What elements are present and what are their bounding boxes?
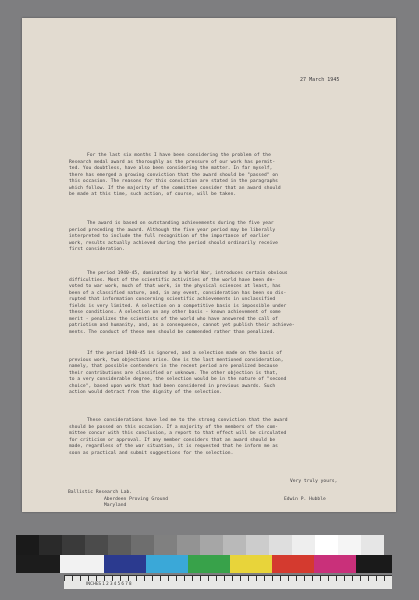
text-line: should be passed on this occasion. If a majority of the members of the com- [69, 424, 278, 430]
text-line: fields is very limited. A selection on a competitive basis is impossible under [69, 303, 287, 309]
gray-swatch [338, 535, 361, 555]
color-swatch [356, 555, 392, 573]
address-line: Maryland [104, 503, 127, 508]
text-line: For the last six months I have been considering the problem of the [87, 153, 271, 158]
ruler [64, 575, 392, 589]
paragraph-2 [69, 221, 361, 254]
color-swatch [230, 555, 272, 573]
paragraph-1 [69, 153, 361, 199]
gray-swatch [246, 535, 269, 555]
address-line: Aberdeen Proving Ground [104, 496, 169, 502]
text-line: for criticism or approval. If any member considers that an award should be [69, 437, 276, 443]
text-line: difficulties. Most of the scientific activities of the world have been de- [69, 277, 276, 283]
gray-swatch [131, 535, 154, 555]
text-line: which follow. If the majority of the committee consider that an award should [69, 185, 281, 191]
text-line: work, results actually achieved during the period should ordinarily receive [69, 240, 278, 246]
text-line: rupted that information concerning scientific achievements in unclassified [69, 297, 276, 302]
gray-swatch [177, 535, 200, 555]
text-line: be made at this time, such action, of course, will be taken. [69, 192, 237, 197]
color-strip [16, 555, 392, 573]
gray-swatch [108, 535, 131, 555]
gray-swatch [269, 535, 292, 555]
color-swatch [104, 555, 146, 573]
closing: Very truly yours, [290, 479, 338, 484]
text-line: there has emerged a growing conviction that the award should be "passed" on [69, 172, 278, 178]
text-line: previous work, two objections arise. One is the last mentioned consideration, [69, 357, 284, 363]
color-swatch [188, 555, 230, 573]
grayscale-strip [16, 535, 384, 555]
text-line: first consideration. [69, 247, 125, 252]
text-line: these conditions. A selection on any other basis - known achievement of some [69, 310, 281, 315]
gray-swatch [16, 535, 39, 555]
text-line: If the period 1940-45 is ignored, and a selection made on the basis of [87, 351, 282, 356]
text-line: action would detract from the dignity of the selection. [69, 390, 223, 395]
letter-date: 27 March 1945 [300, 77, 340, 83]
text-line: mittee concur with this conclusion, a report to that effect will be circulated [69, 431, 287, 436]
text-line: this occasion. The reasons for this conviction are stated in the paragraphs [69, 179, 278, 184]
paragraph-3 [69, 271, 361, 336]
text-line: patriotism and humanity, and, as a consequence, cannot yet publish their achieve- [69, 323, 295, 328]
signature-name: Edwin P. Hubble [284, 497, 326, 502]
color-swatch [60, 555, 104, 573]
sender-address [68, 490, 168, 510]
text-line: interpreted to include the full recognition of the importance of earlier [69, 234, 270, 239]
text-line: These considerations have led me to the strong conviction that the award [87, 418, 288, 423]
color-swatch [146, 555, 188, 573]
text-line: made, regardless of the war situation, it is requested that he inform me as [69, 444, 278, 449]
gray-swatch [62, 535, 85, 555]
text-line: The award is based on outstanding achievements during the five year [87, 221, 274, 226]
text-line: The period 1940-45, dominated by a World War, introduces certain obvious [87, 271, 288, 276]
paragraph-5 [69, 418, 361, 457]
text-line: voted to war work, much of that work, in the physical sciences at least, has [69, 284, 281, 289]
color-swatch [272, 555, 314, 573]
text-line: ted. You doubtless, have also been considering the matter. In far myself, [69, 166, 273, 171]
text-line: Research medal award as thoroughly as the pressure of our work has permit- [69, 159, 276, 165]
gray-swatch [292, 535, 315, 555]
letter-page [22, 18, 396, 512]
text-line: namely, that possible contenders in the recent period are penalized because [69, 364, 278, 369]
gray-swatch [223, 535, 246, 555]
gray-swatch [315, 535, 338, 555]
text-line: period preceding the award. Although the five year period may be liberally [69, 227, 276, 233]
text-line: soon as practical and submit suggestions for the selection. [69, 450, 234, 456]
color-swatch [314, 555, 356, 573]
paragraph-4 [69, 351, 361, 397]
gray-swatch [200, 535, 223, 555]
color-swatch [16, 555, 60, 573]
text-line: merit - penalizes the scientists of the world who have answered the call of [69, 316, 278, 322]
text-line: choice", based upon work that had been considered in previous awards. Such [69, 383, 276, 389]
text-line: ments. The conduct of these men should be commended rather than penalized. [69, 329, 276, 335]
color-calibration-card [16, 535, 392, 589]
gray-swatch [361, 535, 384, 555]
ruler-label: INCHES 1 2 3 4 5 6 7 8 [86, 581, 132, 586]
text-line: been of a classified nature, and, in any event, consideration has been so dis- [69, 290, 287, 296]
gray-swatch [39, 535, 62, 555]
address-line: Ballistic Research Lab. [68, 490, 133, 495]
text-line: to a very considerable degree, the selection would be in the nature of "second [69, 377, 287, 382]
gray-swatch [154, 535, 177, 555]
text-line: their contributions are classified or unknown. The other objection is that, [69, 370, 278, 376]
gray-swatch [85, 535, 108, 555]
